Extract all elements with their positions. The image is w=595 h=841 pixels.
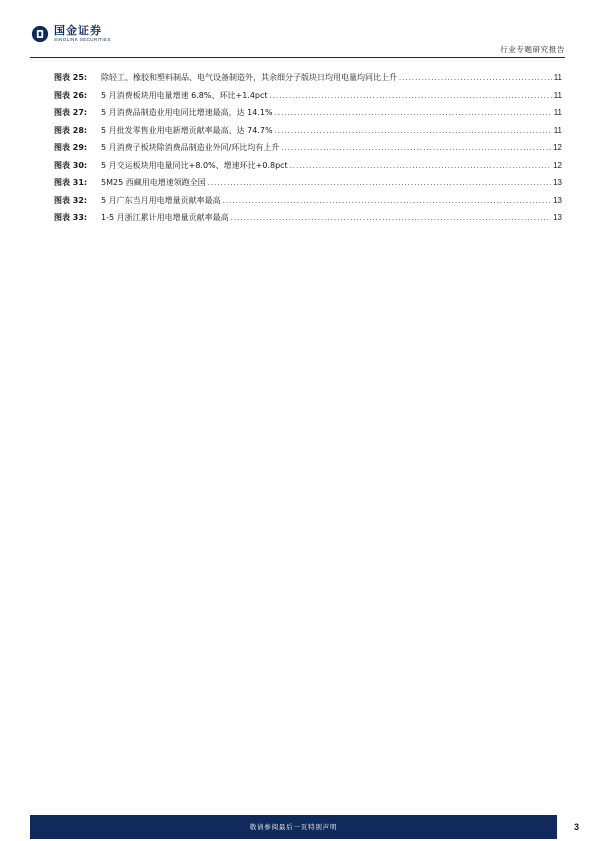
toc-entry[interactable] — [54, 142, 562, 160]
toc-figure-title: 5M25 西藏用电增速领跑全国 — [101, 178, 206, 187]
toc-page-number: 12 — [553, 143, 562, 152]
toc-dot-leader — [290, 162, 551, 170]
toc-dot-leader — [281, 144, 551, 152]
toc-figure-label: 图表 27: — [54, 108, 88, 117]
toc-dot-leader — [223, 197, 551, 205]
toc-entry[interactable] — [54, 125, 562, 143]
page-footer — [30, 815, 557, 839]
toc-page-number: 13 — [553, 213, 562, 222]
toc-figure-label: 图表 32: — [54, 195, 88, 205]
toc-dot-leader — [270, 92, 552, 100]
toc-figure-title: 5 月消费子板块除消费品制造业外同/环比均有上升 — [101, 143, 280, 152]
toc-figure-title: 5 月消费品制造业用电同比增速最高，达 14.1% — [101, 108, 273, 117]
toc-page-number: 13 — [553, 178, 562, 187]
toc-page-number: 13 — [553, 195, 562, 205]
toc-entry[interactable] — [54, 107, 562, 125]
toc-figure-label: 图表 33: — [54, 213, 88, 222]
toc-figure-title: 除轻工、橡胶和塑料制品、电气设备制造外，其余细分子版块日均用电量均同比上升 — [101, 73, 397, 82]
toc-figure-label: 图表 30: — [54, 160, 88, 170]
logo-english-name: SINOLINK SECURITIES — [54, 37, 111, 42]
toc-figure-label: 图表 25: — [54, 73, 88, 82]
toc-page-number: 11 — [553, 108, 562, 117]
toc-entry[interactable] — [54, 212, 562, 230]
report-type-label: 行业专题研究报告 — [500, 45, 565, 54]
toc-page-number: 11 — [553, 73, 562, 82]
toc-entry[interactable] — [54, 195, 562, 213]
toc-entry[interactable] — [54, 160, 562, 178]
toc-entry[interactable] — [54, 90, 562, 108]
toc-entry[interactable] — [54, 177, 562, 195]
toc-page-number: 12 — [553, 160, 562, 170]
page-number: 3 — [574, 822, 580, 832]
sinolink-logo-icon — [31, 25, 49, 43]
toc-page-number: 11 — [553, 125, 562, 135]
toc-page-number: 11 — [553, 90, 562, 100]
footer-disclaimer: 敬请参阅最后一页特别声明 — [249, 823, 338, 831]
header-divider — [30, 57, 565, 58]
toc-dot-leader — [208, 179, 551, 187]
toc-figure-title: 5 月消费板块用电量增速 6.8%、环比+1.4pct — [101, 90, 268, 100]
toc-figure-label: 图表 29: — [54, 143, 88, 152]
toc-figure-title: 5 月交运板块用电量同比+8.0%、增速环比+0.8pct — [101, 160, 288, 170]
toc-figure-label: 图表 31: — [54, 178, 88, 187]
figure-toc-list — [54, 72, 562, 230]
toc-figure-title: 5 月广东当月用电增量贡献率最高 — [101, 195, 221, 205]
toc-figure-label: 图表 28: — [54, 125, 88, 135]
toc-dot-leader — [231, 214, 551, 222]
toc-figure-title: 1-5 月浙江累计用电增量贡献率最高 — [101, 213, 229, 222]
toc-dot-leader — [399, 74, 552, 82]
logo-chinese-name: 国金证券 — [54, 24, 102, 37]
page-header — [0, 0, 595, 60]
toc-dot-leader — [275, 127, 552, 135]
toc-entry[interactable] — [54, 72, 562, 90]
toc-dot-leader — [275, 109, 552, 117]
toc-figure-label: 图表 26: — [54, 90, 88, 100]
toc-figure-title: 5 月批发零售业用电新增贡献率最高、达 74.7% — [101, 125, 273, 135]
company-logo — [31, 23, 111, 45]
